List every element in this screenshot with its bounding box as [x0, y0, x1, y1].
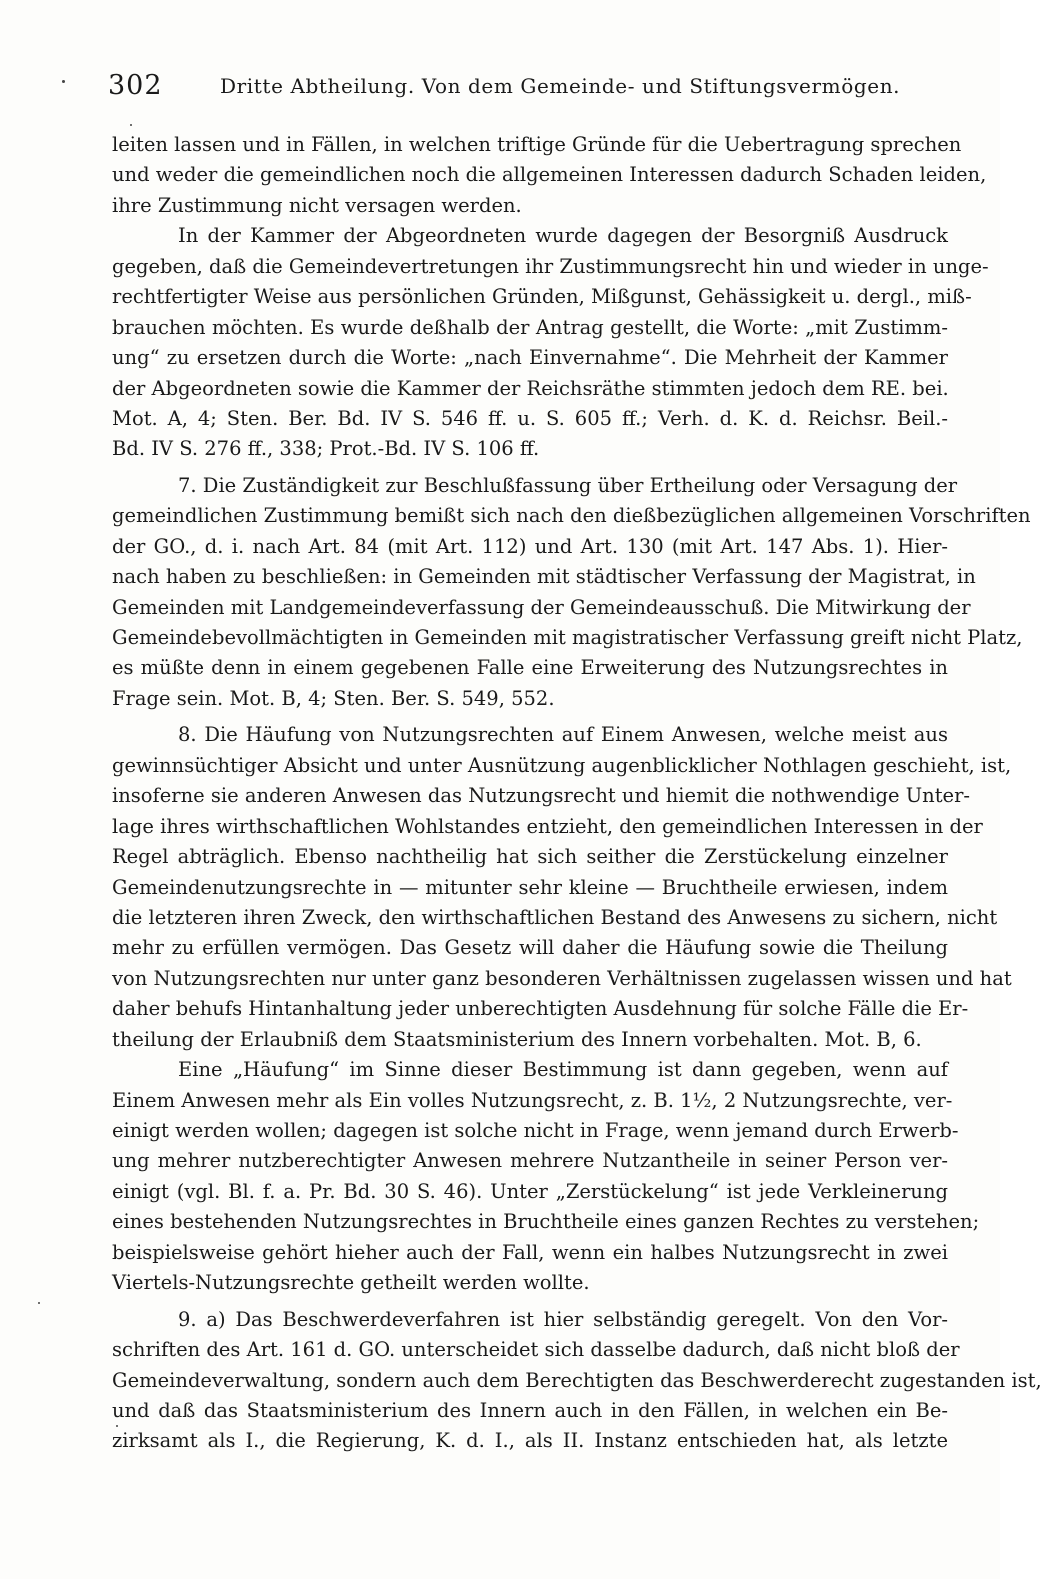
text-line: nach haben zu beschließen: in Gemeinden mit städtischer Verfassung der Magistrat, in: [112, 565, 976, 589]
text-line: rechtfertigter Weise aus persönlichen Gründen, Mißgunst, Gehässigkeit u. dergl., miß-: [112, 285, 972, 309]
text-line: daher behufs Hintanhaltung jeder unberechtigten Ausdehnung für solche Fälle die Er-: [112, 997, 969, 1021]
text-line: eines bestehenden Nutzungsrechtes in Bruchtheile eines ganzen Rechtes zu verstehen;: [112, 1210, 980, 1234]
paragraph: [112, 1055, 980, 1299]
text-line: schriften des Art. 161 d. GO. unterscheidet sich dasselbe dadurch, daß nicht bloß der: [112, 1338, 960, 1362]
text-line: Gemeindenutzungsrechte in — mitunter sehr kleine — Bruchtheile erwiesen, indem: [112, 875, 948, 899]
scan-speck: [130, 124, 132, 126]
paragraph-note-7: [112, 471, 1031, 715]
text-line: einigt (vgl. Bl. f. a. Pr. Bd. 30 S. 46). Unter „Zerstückelung“ ist jede Verkleinerung: [112, 1179, 948, 1203]
text-line: der GO., d. i. nach Art. 84 (mit Art. 112) und Art. 130 (mit Art. 147 Abs. 1). Hier-: [112, 534, 948, 558]
text-line: 8. Die Häufung von Nutzungsrechten auf Einem Anwesen, welche meist aus: [178, 723, 948, 747]
body-text: [112, 130, 1042, 1457]
text-line: Mot. A, 4; Sten. Ber. Bd. IV S. 546 ff. u. S. 605 ff.; Verh. d. K. d. Reichsr. Beil.-: [112, 406, 948, 430]
text-line: von Nutzungsrechten nur unter ganz besonderen Verhältnissen zugelassen wissen und hat: [112, 966, 1012, 990]
scan-speck: [62, 80, 65, 83]
text-line: Regel abträglich. Ebenso nachtheilig hat sich seither die Zerstückelung einzelner: [112, 845, 948, 869]
text-line: Einem Anwesen mehr als Ein volles Nutzungsrecht, z. B. 1½, 2 Nutzungsrechte, ver-: [112, 1088, 953, 1112]
paragraph-note-9: [112, 1305, 1042, 1457]
text-line: In der Kammer der Abgeordneten wurde dagegen der Besorgniß Ausdruck: [178, 224, 948, 248]
page-header: [108, 70, 948, 110]
text-line: Gemeinden mit Landgemeindeverfassung der Gemeindeausschuß. Die Mitwirkung der: [112, 595, 971, 619]
text-line: 7. Die Zuständigkeit zur Beschlußfassung über Ertheilung oder Versagung der: [178, 473, 958, 497]
text-line: und weder die gemeindlichen noch die allgemeinen Interessen dadurch Schaden leiden,: [112, 163, 987, 187]
text-line: Eine „Häufung“ im Sinne dieser Bestimmung ist dann gegeben, wenn auf: [178, 1058, 948, 1082]
text-line: Frage sein. Mot. B, 4; Sten. Ber. S. 549, 552.: [112, 686, 555, 710]
running-head: Dritte Abtheilung. Von dem Gemeinde- und Stiftungsvermögen.: [220, 74, 901, 98]
text-line: die letzteren ihren Zweck, den wirthschaftlichen Bestand des Anwesens zu sichern, nicht: [112, 905, 998, 929]
paragraph-note-8: [112, 720, 1012, 1055]
text-line: leiten lassen und in Fällen, in welchen triftige Gründe für die Uebertragung sprechen: [112, 133, 962, 156]
scan-speck: [38, 1302, 40, 1304]
text-line: der Abgeordneten sowie die Kammer der Reichsräthe stimmten jedoch dem RE. bei.: [112, 376, 949, 400]
text-line: Gemeindeverwaltung, sondern auch dem Berechtigten das Beschwerderecht zugestanden ist,: [112, 1368, 1042, 1392]
text-line: Gemeindebevollmächtigten in Gemeinden mit magistratischer Verfassung greift nicht Platz,: [112, 626, 1023, 649]
text-line: ung“ zu ersetzen durch die Worte: „nach Einvernahme“. Die Mehrheit der Kammer: [112, 346, 948, 370]
text-line: theilung der Erlaubniß dem Staatsministerium des Innern vorbehalten. Mot. B, 6.: [112, 1027, 922, 1051]
text-line: brauchen möchten. Es wurde deßhalb der Antrag gestellt, die Worte: „mit Zustimm-: [112, 315, 948, 339]
text-line: und daß das Staatsministerium des Innern auch in den Fällen, in welchen ein Be-: [112, 1398, 948, 1422]
text-line: gemeindlichen Zustimmung bemißt sich nach den dießbezüglichen allgemeinen Vorschriften: [112, 504, 1031, 528]
text-line: gegeben, daß die Gemeindevertretungen ihr Zustimmungsrecht hin und wieder in unge-: [112, 254, 989, 278]
text-line: mehr zu erfüllen vermögen. Das Gesetz will daher die Häufung sowie die Theilung: [112, 936, 948, 960]
text-line: ung mehrer nutzberechtigter Anwesen mehrere Nutzantheile in seiner Person ver-: [112, 1149, 948, 1173]
text-line: Bd. IV S. 276 ff., 338; Prot.-Bd. IV S. 106 ff.: [112, 437, 540, 461]
paragraph: [112, 130, 987, 221]
text-line: insoferne sie anderen Anwesen das Nutzungsrecht und hiemit die nothwendige Unter-: [112, 784, 970, 808]
text-line: Viertels-Nutzungsrechte getheilt werden wollte.: [112, 1271, 590, 1295]
text-line: beispielsweise gehört hieher auch der Fall, wenn ein halbes Nutzungsrecht in zwei: [112, 1240, 948, 1264]
text-line: einigt werden wollen; dagegen ist solche nicht in Frage, wenn jemand durch Erwerb-: [112, 1119, 959, 1142]
page-number: 302: [108, 70, 163, 101]
text-line: es müßte denn in einem gegebenen Falle eine Erweiterung des Nutzungsrechtes in: [112, 656, 948, 680]
text-line: zirksamt als I., die Regierung, K. d. I., als II. Instanz entschieden hat, als letzte: [112, 1429, 948, 1453]
text-line: lage ihres wirthschaftlichen Wohlstandes entzieht, den gemeindlichen Interessen in der: [112, 814, 983, 838]
text-line: 9. a) Das Beschwerdeverfahren ist hier selbständig geregelt. Von den Vor-: [178, 1307, 948, 1331]
paragraph: [112, 221, 989, 465]
text-line: ihre Zustimmung nicht versagen werden.: [112, 193, 522, 217]
text-line: gewinnsüchtiger Absicht und unter Ausnützung augenblicklicher Nothlagen geschieht, ist,: [112, 753, 1012, 777]
